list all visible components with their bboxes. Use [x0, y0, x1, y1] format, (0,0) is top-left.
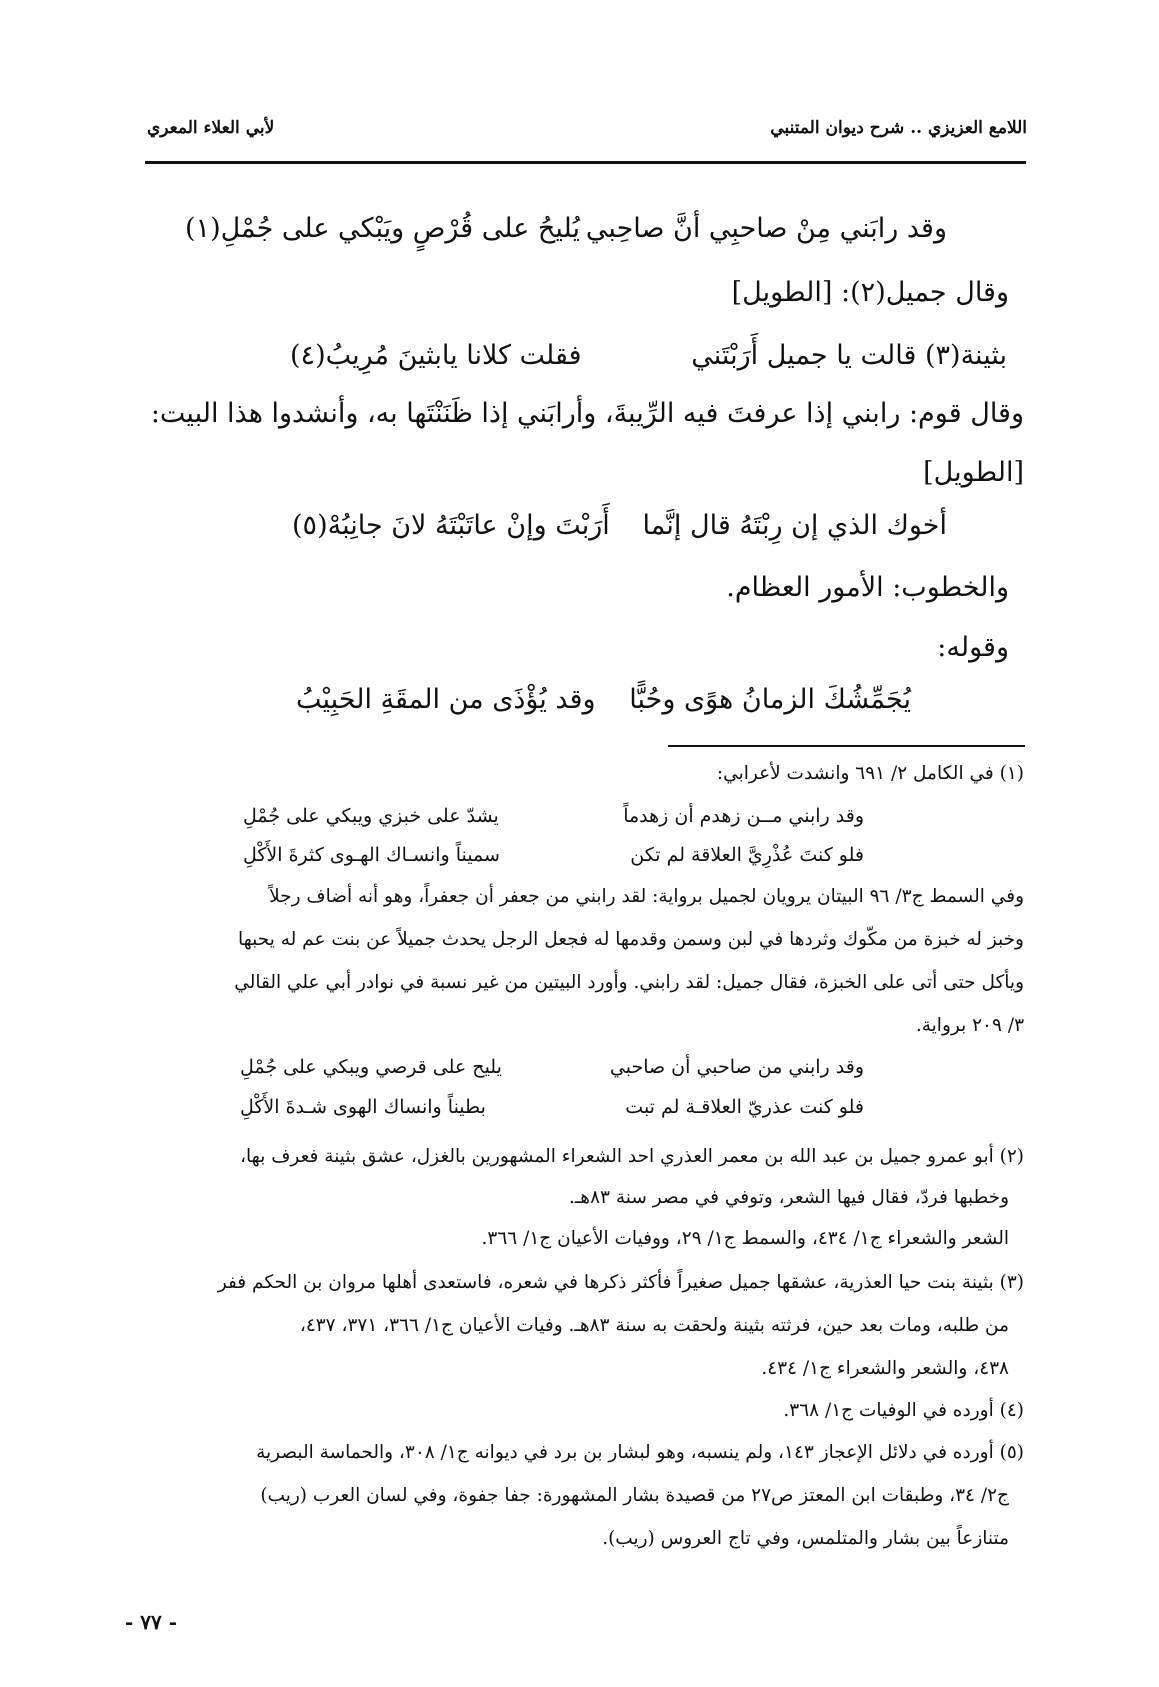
header-author: لأبي العلاء المعري — [147, 118, 275, 138]
footnote-1-verse3-second: يليح على قرصي ويبكي على جُمْلِ — [240, 1056, 502, 1078]
footnote-1-verse4-second: بطيناً وانساك الهوى شـدةَ الأَكْلِ — [240, 1096, 486, 1118]
footnote-rule — [668, 745, 1025, 747]
footnote-1-paragraph-line: وفي السمط ج٣/ ٩٦ البيتان يرويان لجميل برواية: لقد رابني من جعفر أن جعفراً، وهو أنه أضاف رجلاً — [269, 886, 1024, 907]
footnote-4: (٤) أورده في الوفيات ج١/ ٣٦٨. — [783, 1400, 1024, 1421]
footnote-2-line: وخطبها فردّ، فقال فيها الشعر، وتوفي في مصر سنة ٨٣هـ. — [569, 1187, 1009, 1208]
footnote-3-line: من طلبه، ومات بعد حين، فرثته بثينة ولحقت به سنة ٨٣هـ. وفيات الأعيان ج١/ ٣٦٦، ٣٧١، ٤٣٧، — [299, 1315, 1009, 1336]
footnote-1-verse4-first: فلو كنت عذريّ العلاقـة لم تبت — [625, 1096, 864, 1118]
footnote-3-line: ٤٣٨، والشعر والشعراء ج١/ ٤٣٤. — [761, 1358, 1009, 1379]
verse3-first-hemistich: أخوك الذي إن رِبْتَهُ قال إنَّما — [642, 510, 947, 541]
verse4-first-hemistich: يُجَمِّشُكَ الزمانُ هوًى وحُبًّا — [629, 684, 911, 715]
page-number: - ٧٧ - — [125, 1610, 178, 1634]
footnote-1-verse3-first: وقد رابني من صاحبي أن صاحبي — [609, 1056, 864, 1078]
footnote-2-sources: الشعر والشعراء ج١/ ٤٣٤، والسمط ج١/ ٢٩، ووفيات الأعيان ج١/ ٣٦٦. — [481, 1228, 1009, 1249]
footnote-1-verse1-second: يشدّ على خبزي ويبكي على جُمْلِ — [243, 805, 499, 827]
verse1-second-hemistich: يُليحُ على قُرْصٍ ويَبْكي على جُمْلِ(١) — [185, 213, 580, 244]
header-rule — [145, 161, 1026, 164]
verse3-second-hemistich: أَرَبْتَ وإنْ عاتَبْتَهُ لانَ جانِبُهْ(٥) — [292, 510, 610, 541]
line-qawluh: وقوله: — [937, 632, 1009, 663]
footnote-3-line: (٣) بثينة بنت حيا العذرية، عشقها جميل صغيراً فأكثر ذكرها في شعره، فاستعدى أهلها مروان بن الحكم ففر — [217, 1272, 1024, 1293]
verse2-first-hemistich: بثينة(٣) قالت يا جميل أَرَبْتَني — [691, 340, 1007, 371]
footnote-1-verse2-first: فلو كنتَ عُذْرِيَّ العلاقة لم تكن — [630, 844, 864, 866]
verse4-second-hemistich: وقد يُؤْذَى من المقَةِ الحَبِيْبُ — [296, 684, 596, 715]
line-jamil-meter: وقال جميل(٢): [الطويل] — [731, 277, 1009, 308]
footnote-2-line: (٢) أبو عمرو جميل بن عبد الله بن معمر العذري احد الشعراء المشهورين بالغزل، عشق بثينة فعرف بها، — [240, 1146, 1024, 1167]
verse2-second-hemistich: فقلت كلانا يابثينَ مُرِيبُ(٤) — [290, 340, 582, 371]
footnote-1-paragraph-line: ٣/ ٢٠٩ برواية. — [915, 1015, 1024, 1036]
header-book-title: اللامع العزيزي .. شرح ديوان المتنبي — [770, 118, 1027, 138]
footnote-5-line: (٥) أورده في دلائل الإعجاز ١٤٣، ولم ينسبه، وهو لبشار بن برد في ديوانه ج١/ ٣٠٨، والحماسة البصرية — [256, 1442, 1024, 1463]
footnote-5-line: ج٢/ ٣٤، وطبقات ابن المعتز ص٢٧ من قصيدة بشار المشهورة: جفا جفوة، وفي لسان العرب (ريب) — [260, 1485, 1009, 1506]
line-khutub: والخطوب: الأمور العظام. — [726, 572, 1009, 603]
paragraph-qawm-meter: [الطويل] — [923, 457, 1024, 488]
verse1-first-hemistich: وقد رابَني مِنْ صاحبِي أنَّ صاحِبي — [585, 213, 947, 244]
footnote-1-verse2-second: سميناً وانسـاك الهـوى كثرةَ الأَكْلِ — [243, 844, 500, 866]
footnote-1-verse1-first: وقد رابني مــن زهدم أن زهدماً — [623, 805, 864, 827]
footnote-1-paragraph-line: ويأكل حتى أتى على الخبزة، فقال جميل: لقد رابني. وأورد البيتين من غير نسبة في نوادر أبي علي القالي — [234, 972, 1024, 993]
paragraph-qawm: وقال قوم: رابني إذا عرفتَ فيه الرِّيبةَ، وأرابَني إذا ظَنَنْتَها به، وأنشدوا هذا البيت: — [150, 398, 1024, 429]
footnote-1-paragraph-line: وخبز له خبزة من مكّوك وثردها في لبن وسمن وقدمها له فجعل الرجل يحدث جميلاً عن بنت عم له يحبها — [238, 929, 1024, 950]
footnote-1-intro: (١) في الكامل ٢/ ٦٩١ وانشدت لأعرابي: — [716, 763, 1024, 784]
footnote-5-line: متنازعاً بين بشار والمتلمس، وفي تاج العروس (ريب). — [602, 1528, 1009, 1549]
